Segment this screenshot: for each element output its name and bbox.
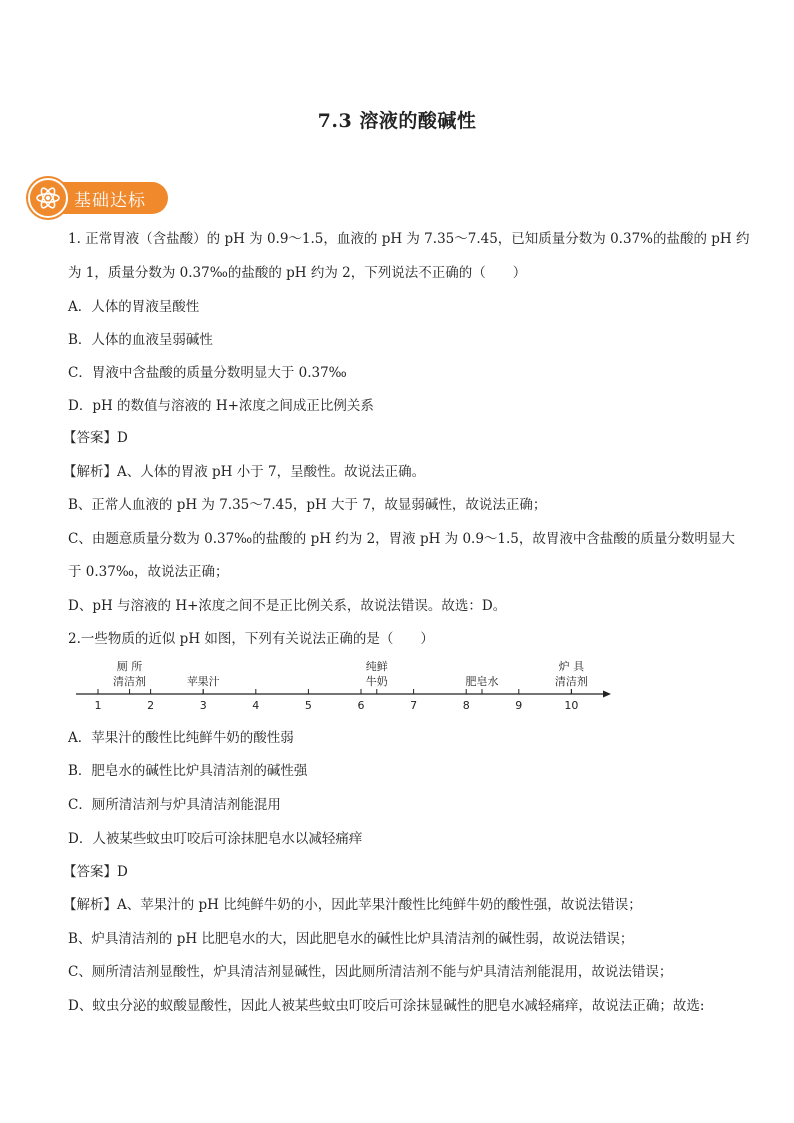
ph-substance-label: 清洁剂 <box>554 675 588 688</box>
q1-option-a: A．人体的胃液呈酸性 <box>68 299 200 315</box>
ph-tick-label: 8 <box>462 699 470 712</box>
ph-substance-label: 苹果汁 <box>186 675 220 688</box>
ph-substance-label: 肥皂水 <box>465 675 499 688</box>
q2-option-c: C．厕所清洁剂与炉具清洁剂能混用 <box>68 797 281 813</box>
ph-substance-label: 清洁剂 <box>113 675 147 688</box>
ph-tick-label: 4 <box>252 699 260 712</box>
ph-tick-label: 5 <box>304 699 312 712</box>
q2-analysis-line: D、蚊虫分泌的蚁酸显酸性，因此人被某些蚊虫叮咬后可涂抹显碱性的肥皂水减轻痛痒，故说法正确；故选: <box>68 998 705 1014</box>
q1-option-c: C．胃液中含盐酸的质量分数明显大于 0.37‰ <box>68 365 347 381</box>
ph-tick-label: 10 <box>564 699 579 712</box>
q1-option-b: B．人体的血液呈弱碱性 <box>68 332 213 348</box>
q2-analysis-line: 【解析】A、苹果汁的 pH 比纯鲜牛奶的小，因此苹果汁酸性比纯鲜牛奶的酸性强，故说法错误； <box>63 897 642 913</box>
q2-option-a: A．苹果汁的酸性比纯鲜牛奶的酸性弱 <box>68 730 294 746</box>
ph-substance-label: 炉 具 <box>558 660 585 673</box>
ph-scale-diagram <box>72 658 632 718</box>
q1-analysis-line: B、正常人血液的 pH 为 7.35～7.45，pH 大于 7，故显弱碱性，故说法正确； <box>68 497 547 513</box>
ph-tick-label: 7 <box>410 699 418 712</box>
q2-option-b: B．肥皂水的碱性比炉具清洁剂的碱性强 <box>68 763 308 779</box>
ph-substance-label: 牛奶 <box>365 675 388 688</box>
ph-tick-label: 1 <box>94 699 102 712</box>
ph-tick-label: 3 <box>199 699 207 712</box>
section-badge <box>28 178 168 218</box>
q2-analysis-line: C、厕所清洁剂显酸性，炉具清洁剂显碱性，因此厕所清洁剂不能与炉具清洁剂能混用，故说法错误； <box>68 964 673 980</box>
ph-tick-label: 2 <box>147 699 155 712</box>
page-title: 7.3 溶液的酸碱性 <box>317 110 477 132</box>
q1-analysis-line: D、pH 与溶液的 H+浓度之间不是正比例关系，故说法错误。故选：D。 <box>68 598 507 614</box>
ph-substance-label: 厕 所 <box>116 660 143 673</box>
section-badge-label: 基础达标 <box>74 191 146 211</box>
q1-answer: 【答案】D <box>63 430 128 446</box>
q1-stem-line2: 为 1，质量分数为 0.37‰的盐酸的 pH 约为 2，下列说法不正确的（ ） <box>68 265 527 281</box>
q2-option-d: D．人被某些蚊虫叮咬后可涂抹肥皂水以减轻痛痒 <box>68 831 363 847</box>
q1-option-d: D．pH 的数值与溶液的 H+浓度之间成正比例关系 <box>68 398 374 414</box>
q1-analysis-line: 【解析】A、人体的胃液 pH 小于 7，呈酸性。故说法正确。 <box>63 464 426 480</box>
atom-icon <box>28 178 68 218</box>
q2-analysis-line: B、炉具清洁剂的 pH 比肥皂水的大，因此肥皂水的碱性比炉具清洁剂的碱性弱，故说法错误； <box>68 931 634 947</box>
q2-stem: 2.一些物质的近似 pH 如图，下列有关说法正确的是（ ） <box>68 631 434 647</box>
q1-analysis-line: C、由题意质量分数为 0.37‰的盐酸的 pH 约为 2，胃液 pH 为 0.9～1.5，故胃液中含盐酸的质量分数明显大 <box>68 531 735 547</box>
q1-analysis-line: 于 0.37‰，故说法正确； <box>68 564 229 580</box>
q1-stem-line1: 1. 正常胃液（含盐酸）的 pH 为 0.9～1.5，血液的 pH 为 7.35～7.45，已知质量分数为 0.37%的盐酸的 pH 约 <box>68 231 750 247</box>
q2-answer: 【答案】D <box>63 864 128 880</box>
ph-tick-label: 9 <box>515 699 523 712</box>
ph-axis-arrow <box>603 691 611 698</box>
ph-substance-label: 纯鲜 <box>365 660 388 673</box>
ph-tick-label: 6 <box>357 699 365 712</box>
